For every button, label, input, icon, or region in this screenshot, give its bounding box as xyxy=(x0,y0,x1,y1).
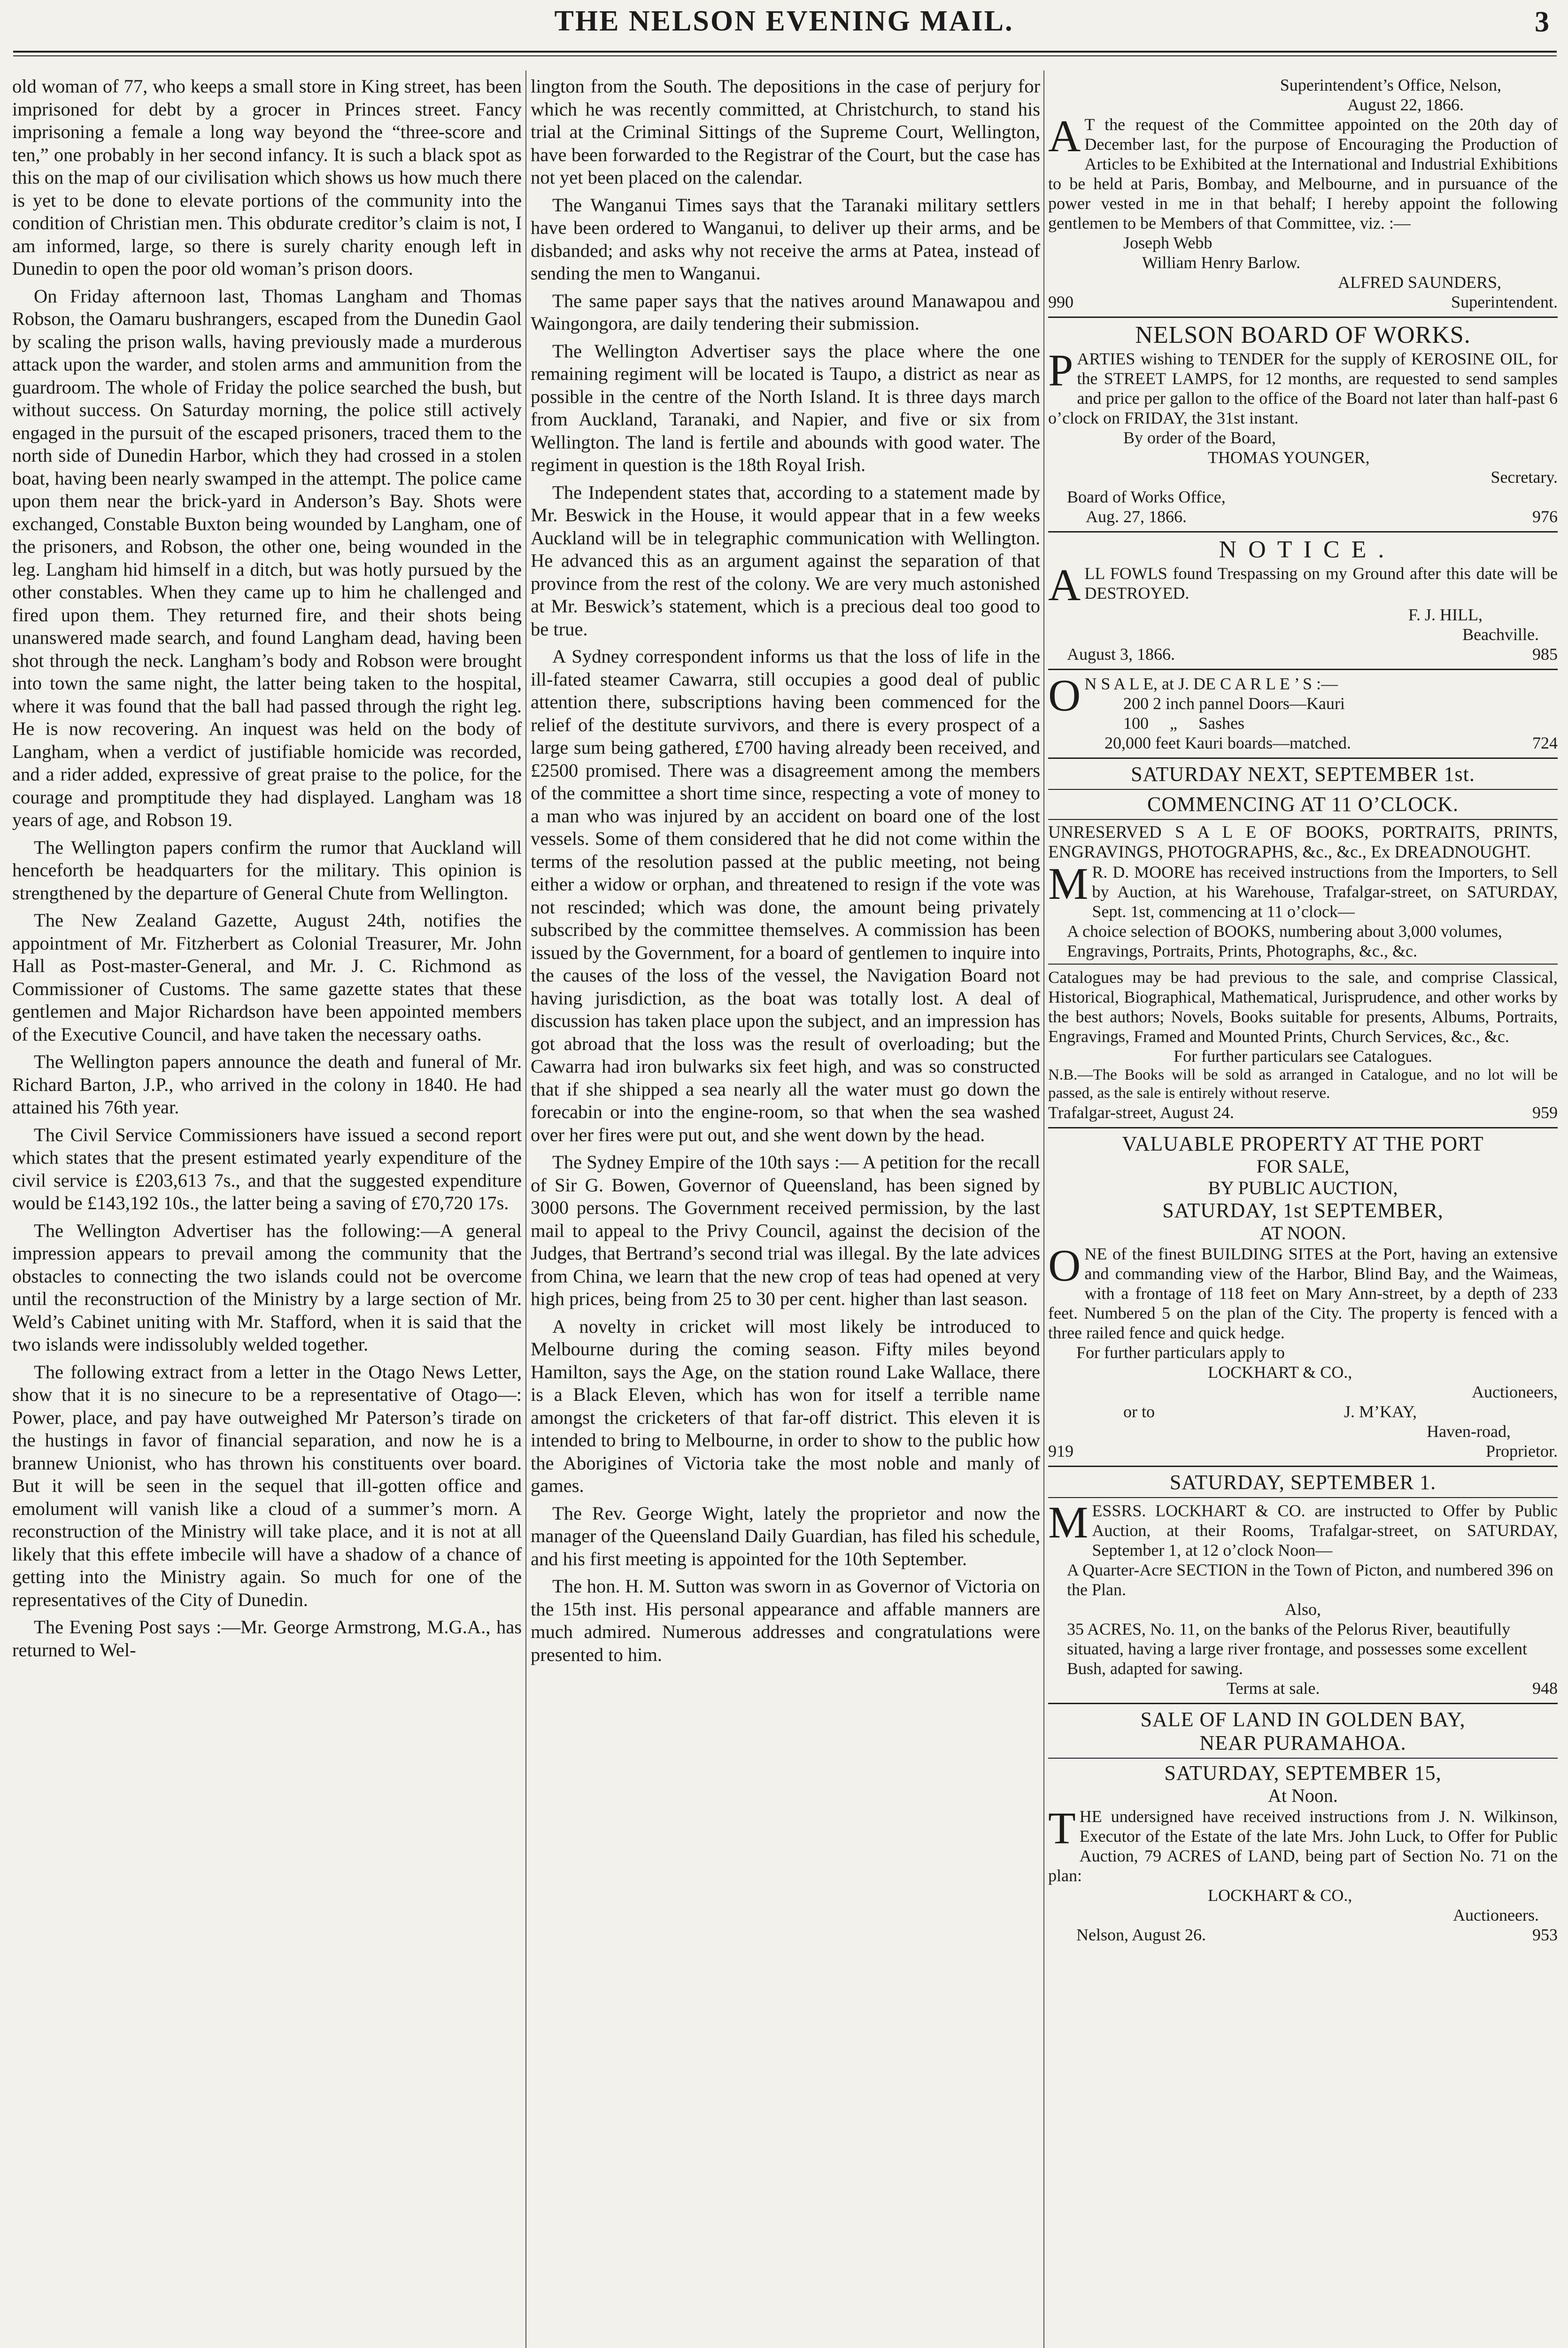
ad-place: Beachville. xyxy=(1462,625,1539,644)
ad-divider xyxy=(1048,757,1558,759)
news-paragraph: The same paper says that the natives around Manawapou and Waingongora, are daily tendering their submission. xyxy=(531,290,1040,334)
ad-date: August 22, 1866. xyxy=(1347,95,1464,114)
ad-text: For further particulars apply to xyxy=(1076,1343,1285,1362)
ad-sale-de-carle xyxy=(1048,670,1558,753)
ad-text: or to xyxy=(1123,1402,1155,1421)
ad-signer: F. J. HILL, xyxy=(1408,605,1483,624)
drop-cap: O xyxy=(1048,1240,1081,1290)
news-paragraph: The following extract from a letter in the Otago News Letter, show that it is no sinecure to be a representative of Otago—: Power, place, and pay have outweighed Mr Paterson’s tirade on the hustings in favor of financial separation, and now he is a brannew Unionist, who has thrown his constituents over board. But it will be seen in the sequel that ill-gotten office and emolument will vanish like a cloud of a summer’s morn. A reconstruction of the Ministry will take place, and it is not at all likely that this effete imbecile will have a shadow of a chance of getting into the Ministry again. So much for one of the representatives of the City of Dunedin. xyxy=(12,1361,522,1610)
ad-item: A choice selection of BOOKS, numbering about 3,000 volumes, Engravings, Portraits, Prints, Photographs, &c., &c. xyxy=(1067,922,1502,960)
ad-number: 976 xyxy=(1532,507,1558,526)
news-paragraph: The Wanganui Times says that the Taranaki military settlers have been ordered to Wanganui, to deliver up their arms, and be disbanded; and asks why not receive the arms at Patea, instead of sending the men to Wanganui. xyxy=(531,194,1040,284)
ad-heading: BY PUBLIC AUCTION, xyxy=(1208,1177,1398,1198)
ad-signer-role: Proprietor. xyxy=(1486,1442,1558,1460)
ad-heading: SATURDAY, 1st SEPTEMBER, xyxy=(1162,1199,1444,1222)
ad-signer-role: Secretary. xyxy=(1491,468,1558,487)
ad-divider xyxy=(1048,964,1558,965)
ad-text: Also, xyxy=(1284,1600,1321,1619)
ad-agent: J. M’KAY, xyxy=(1344,1402,1417,1421)
ad-subheading: UNRESERVED S A L E OF BOOKS, PORTRAITS, PRINTS, ENGRAVINGS, PHOTOGRAPHS, &c., &c., Ex DREADNOUGHT. xyxy=(1048,823,1558,862)
sale-item: 200 2 inch pannel Doors—Kauri xyxy=(1123,694,1345,713)
ad-divider xyxy=(1048,317,1558,318)
column-divider xyxy=(525,70,526,2348)
ad-agent: LOCKHART & CO., xyxy=(1208,1363,1352,1382)
ad-golden-bay xyxy=(1048,1708,1558,1945)
ad-divider xyxy=(1048,789,1558,790)
news-paragraph: On Friday afternoon last, Thomas Langham and Thomas Robson, the Oamaru bushrangers, escaped from the Dunedin Gaol by scaling the prison walls, having previously made a murderous attack upon the warder, and stolen arms and ammunition from the guardroom. The whole of Friday the police searched the bush, but without success. On Saturday morning, the police still actively engaged in the pursuit of the escaped prisoners, traced them to the north side of Dunedin Harbor, which they had crossed in a stolen boat, having been nearly swamped in the attempt. The police came upon them near the brick-yard in Anderson’s Bay. Shots were exchanged, Constable Buxton being wounded by Langham, one of the prisoners, and Robson, the other one, being wounded in the leg. Langham hid himself in a ditch, but was hotly pursued by the other constables. When they came up to him he challenged and fired upon them. They returned fire, and their shots being unanswered made search, and found Langham dead, having been shot through the neck. Langham’s body and Robson were brought into town the same night, the latter being taken to the hospital, where it was found that the ball had passed through the right leg. He is now recovering. An inquest was held on the body of Langham, when a verdict of justifiable homicide was recorded, and a rider added, expressive of great praise to the police, for the courage and promptitude they had displayed. Langham was 18 years of age, and Robson 19. xyxy=(12,285,522,830)
ad-text: HE undersigned have received instructions from J. N. Wilkinson, Executor of the Estate of the late Mrs. John Luck, to Offer for Public Auction, 79 ACRES of LAND, being part of Section No. 71 on the plan: xyxy=(1048,1807,1558,1885)
ad-text: For further particulars see Catalogues. xyxy=(1174,1047,1432,1066)
ad-heading: SATURDAY, SEPTEMBER 15, xyxy=(1164,1761,1442,1784)
page-number: 3 xyxy=(1535,6,1549,38)
news-paragraph: The Wellington Advertiser says the place where the one remaining regiment will be located is Taupo, a district as near as possible in the centre of the North Island. It is three days march from Auckland, Taranaki, and Napier, and five or six from Wellington. The land is fertile and abounds with good water. The regiment in question is the 18th Royal Irish. xyxy=(531,340,1040,475)
ad-address: Trafalgar-street, August 24. xyxy=(1048,1103,1234,1122)
ad-heading: N O T I C E . xyxy=(1219,536,1387,563)
ad-heading: COMMENCING AT 11 O’CLOCK. xyxy=(1147,793,1459,816)
ad-address: Haven-road, xyxy=(1427,1422,1511,1441)
ad-date: Nelson, August 26. xyxy=(1076,1925,1206,1944)
ad-signer: ALFRED SAUNDERS, xyxy=(1337,273,1501,292)
ad-notice xyxy=(1048,536,1558,664)
news-paragraph: The Independent states that, according to a statement made by Mr. Beswick in the House, it would appear that in a few weeks Auckland will be in telegraphic communication with Wellington. He advanced this as an argument against the separation of that province from the rest of the colony. We are very much astonished at Mr. Beswick’s statement, which is a precious deal too good to be true. xyxy=(531,481,1040,640)
ad-number: 948 xyxy=(1532,1679,1558,1698)
ad-divider xyxy=(1048,1497,1558,1498)
ad-order: By order of the Board, xyxy=(1123,428,1276,447)
column-divider xyxy=(1043,70,1044,2348)
column-2 xyxy=(531,75,1040,2348)
ad-heading: VALUABLE PROPERTY AT THE PORT xyxy=(1122,1132,1484,1155)
news-paragraph: A novelty in cricket will most likely be introduced to Melbourne during the coming season. Fifty miles beyond Hamilton, says the Age, on the station round Lake Wallace, there is a Black Eleven, which has won for itself a terrible name amongst the cricketers of that far-off district. This eleven it is intended to bring to Melbourne, in order to show to the public how the Aborigines of Victoria take the most noble and manly of games. xyxy=(531,1315,1040,1496)
ad-text: NE of the finest BUILDING SITES at the Port, having an extensive and commanding view of the Harbor, Blind Bay, and the Waimeas, with a frontage of 118 feet on Mary Ann-street, by a depth of 233 feet. Numbered 5 on the plan of the City. The property is fenced with a three railed fence and quick hedge. xyxy=(1048,1244,1558,1342)
ad-heading: SALE OF LAND IN GOLDEN BAY, xyxy=(1140,1708,1466,1731)
ad-number: 919 xyxy=(1048,1442,1074,1460)
ad-heading: SATURDAY NEXT, SEPTEMBER 1st. xyxy=(1131,763,1475,786)
ad-text: ARTIES wishing to TENDER for the supply of KEROSINE OIL, for the STREET LAMPS, for 12 months, are requested to send samples and price per gallon to the office of the Board not later than half-past 6 o’clock on FRIDAY, the 31st instant. xyxy=(1048,349,1558,427)
ad-divider xyxy=(1048,1466,1558,1467)
ad-number: 959 xyxy=(1532,1103,1558,1122)
ad-item: A Quarter-Acre SECTION in the Town of Picton, and numbered 396 on the Plan. xyxy=(1067,1560,1553,1599)
drop-cap: P xyxy=(1048,345,1074,395)
masthead xyxy=(0,0,1568,70)
news-paragraph: The Evening Post says :—Mr. George Armstrong, M.G.A., has returned to Wel- xyxy=(12,1616,522,1661)
ad-office: Board of Works Office, xyxy=(1067,487,1226,506)
masthead-rule xyxy=(13,51,1557,53)
ad-number: 724 xyxy=(1532,734,1558,752)
ad-date: Aug. 27, 1866. xyxy=(1086,507,1187,526)
drop-cap: M xyxy=(1048,1497,1089,1547)
ad-books-auction xyxy=(1048,763,1558,1122)
newspaper-title: THE NELSON EVENING MAIL. xyxy=(554,5,1014,37)
ad-text: LL FOWLS found Trespassing on my Ground after this date will be DESTROYED. xyxy=(1084,564,1558,602)
ad-agent-role: Auctioneers, xyxy=(1472,1383,1558,1401)
news-paragraph: The Rev. George Wight, lately the proprietor and now the manager of the Queensland Daily Guardian, has filed his schedule, and his first meeting is appointed for the 10th September. xyxy=(531,1502,1040,1569)
ad-divider xyxy=(1048,1127,1558,1128)
ad-divider xyxy=(1048,819,1558,820)
news-paragraph: The hon. H. M. Sutton was sworn in as Governor of Victoria on the 15th inst. His personal appearance and affable manners are much admired. Numerous addresses and congratulations were presented to him. xyxy=(531,1576,1040,1665)
news-paragraph: old woman of 77, who keeps a small store in King street, has been imprisoned for debt by a grocer in Princes street. Fancy imprisoning a female a long way beyond the “three-score and ten,” one probably in her second infancy. It is such a black spot as this on the map of our civilisation which shows us how much there is yet to be done to elevate portions of the community into the condition of Christian men. This obdurate creditor’s claim is not, I am informed, large, so there is surely charity enough left in Dunedin to open the poor old woman’s prison doors. xyxy=(12,76,522,279)
ad-text: Catalogues may be had previous to the sale, and comprise Classical, Historical, Biographical, Mathematical, Jurisprudence, and other works by the best authors; Novels, Books suitable for presents, Albums, Portraits, Engravings, Framed and Mounted Prints, Church Services, &c., &c. xyxy=(1048,968,1558,1046)
ad-heading: At Noon. xyxy=(1268,1785,1338,1806)
ad-heading: AT NOON. xyxy=(1259,1222,1346,1244)
ad-note: N.B.—The Books will be sold as arranged in Catalogue, and no lot will be passed, as the sale is entirely without reserve. xyxy=(1048,1066,1558,1102)
ad-office: Superintendent’s Office, Nelson, xyxy=(1280,76,1501,94)
ad-number: 953 xyxy=(1532,1925,1558,1944)
ad-number: 985 xyxy=(1532,645,1558,664)
sale-item: 100 „ Sashes xyxy=(1123,714,1244,733)
ad-text: R. D. MOORE has received instructions from the Importers, to Sell by Auction, at his Warehouse, Trafalgar-street, on SATURDAY, Sept. 1st, commencing at 11 o’clock— xyxy=(1092,863,1558,921)
ad-text: Terms at sale. xyxy=(1227,1679,1320,1698)
news-paragraph: The New Zealand Gazette, August 24th, notifies the appointment of Mr. Fitzherbert as Colonial Treasurer, Mr. John Hall as Post-master-General, and Mr. J. C. Richmond as Commissioner of Customs. The same gazette states that these gentlemen and Major Richardson have been appointed members of the Executive Council, and have taken the necessary oaths. xyxy=(12,910,522,1045)
drop-cap: T xyxy=(1048,1803,1076,1853)
ad-board-of-works xyxy=(1048,322,1558,526)
ad-picton-auction xyxy=(1048,1471,1558,1698)
sale-item: 20,000 feet Kauri boards—matched. xyxy=(1105,734,1351,752)
ad-heading: N S A L E, at J. DE C A R L E ’ S :— xyxy=(1084,674,1338,693)
advertisements-column xyxy=(1048,75,1558,2348)
ad-signer-role: Superintendent. xyxy=(1451,293,1558,311)
drop-cap: A xyxy=(1048,560,1081,610)
drop-cap: M xyxy=(1048,858,1089,909)
ad-number: 990 xyxy=(1048,293,1074,311)
ad-superintendent xyxy=(1048,75,1558,312)
news-paragraph: The Wellington Advertiser has the following:—A general impression appears to prevail among the community that the obstacles to connecting the two islands could not be overcome until the reconstruction of the Ministry by a large section of Mr. Weld’s Cabinet uniting with Mr. Stafford, when it is said that the two islands were indissolubly welded together. xyxy=(12,1220,522,1355)
news-paragraph: The Wellington papers confirm the rumor that Auckland will henceforth be headquarters for the military. This opinion is strengthened by the departure of General Chute from Wellington. xyxy=(12,836,522,904)
news-paragraph: A Sydney correspondent informs us that the loss of life in the ill-fated steamer Cawarra, still occupies a good deal of public attention there, subscriptions having been commenced for the relief of the destitute survivors, and there is every prospect of a large sum being gathered, £700 having already been received, and £2500 promised. There was a disagreement among the members of the committee a short time since, respecting a vote of money to a man who was injured by an accident on board one of the lost vessels. Some of them considered that he did not come within the terms of the resolution passed at the public meeting, not being either a widow or orphan, and threatened to resign if the vote was not rescinded; which was done, the amount being privately subscribed by the committee themselves. A commission has been issued by the Government, for a board of gentlemen to inquire into the causes of the loss of the vessel, the Navigation Board not having jurisdiction, as the boat was totally lost. A deal of discussion has taken place upon the subject, and an impression has got abroad that the loss was the result of overloading; but the Cawarra had iron bulwarks six feet high, and was so constructed that if she shipped a sea nearly all the water must go down the forecabin or into the engine-room, so that when the sea washed over her fires were put out, and she went down by the head. xyxy=(531,646,1040,1145)
column-1 xyxy=(12,75,522,2348)
news-paragraph: The Civil Service Commissioners have issued a second report which states that the present estimated yearly expenditure of the civil service is £203,613 7s., and that the suggested expenditure would be £143,192 10s., the latter being a saving of £70,720 17s. xyxy=(12,1124,522,1213)
ad-text: T the request of the Committee appointed on the 20th day of December last, for the purpose of Encouraging the Production of Articles to be Exhibited at the International and Industrial Exhibitions to be held at Paris, Bombay, and Melbourne, and in pursuance of the power vested in me in that behalf; I hereby appoint the following gentlemen to be Members of that Committee, viz. :— xyxy=(1048,115,1558,232)
ad-heading: SATURDAY, SEPTEMBER 1. xyxy=(1169,1471,1437,1494)
drop-cap: A xyxy=(1048,111,1081,161)
ad-agent-role: Auctioneers. xyxy=(1453,1906,1539,1924)
ad-divider xyxy=(1048,531,1558,533)
ad-heading: NELSON BOARD OF WORKS. xyxy=(1135,322,1471,348)
news-paragraph: The Sydney Empire of the 10th says :— A petition for the recall of Sir G. Bowen, Governor of Queensland, has been signed by 3000 persons. The Government received permission, by the last mail to appeal to the Privy Council, against the decision of the Judges, that Bertrand’s second trial was illegal. By the late advices from China, we learn that the new crop of teas had opened at very high prices, being from 25 to 30 per cent. higher than last season. xyxy=(531,1151,1040,1309)
ad-signer: THOMAS YOUNGER, xyxy=(1208,448,1370,467)
drop-cap: O xyxy=(1048,670,1081,720)
ad-text: ESSRS. LOCKHART & CO. are instructed to Offer by Public Auction, at their Rooms, Trafalgar-street, on SATURDAY, September 1, at 12 o’clock Noon— xyxy=(1092,1501,1558,1560)
ad-divider xyxy=(1048,1758,1558,1759)
ad-date: August 3, 1866. xyxy=(1067,645,1175,664)
committee-member: Joseph Webb xyxy=(1123,233,1213,252)
ad-heading: FOR SALE, xyxy=(1256,1156,1350,1177)
news-paragraph: The Wellington papers announce the death and funeral of Mr. Richard Barton, J.P., who arrived in the colony in 1840. He had attained his 76th year. xyxy=(12,1051,522,1118)
ad-divider xyxy=(1048,1703,1558,1704)
ad-agent: LOCKHART & CO., xyxy=(1208,1886,1352,1905)
masthead-rule-thin xyxy=(13,55,1557,56)
ad-heading: NEAR PURAMAHOA. xyxy=(1199,1731,1406,1754)
committee-member: William Henry Barlow. xyxy=(1142,253,1301,272)
news-paragraph: lington from the South. The depositions in the case of perjury for which he was recently committed, at Christchurch, to stand his trial at the Criminal Sittings of the Supreme Court, Wellington, have been forwarded to the Registrar of the Court, but the case has not yet been placed on the calendar. xyxy=(531,76,1040,188)
ad-item: 35 ACRES, No. 11, on the banks of the Pelorus River, beautifully situated, having a large river frontage, and possesses some excellent Bush, adapted for sawing. xyxy=(1067,1620,1528,1678)
ad-divider xyxy=(1048,669,1558,670)
ad-property-port xyxy=(1048,1132,1558,1461)
